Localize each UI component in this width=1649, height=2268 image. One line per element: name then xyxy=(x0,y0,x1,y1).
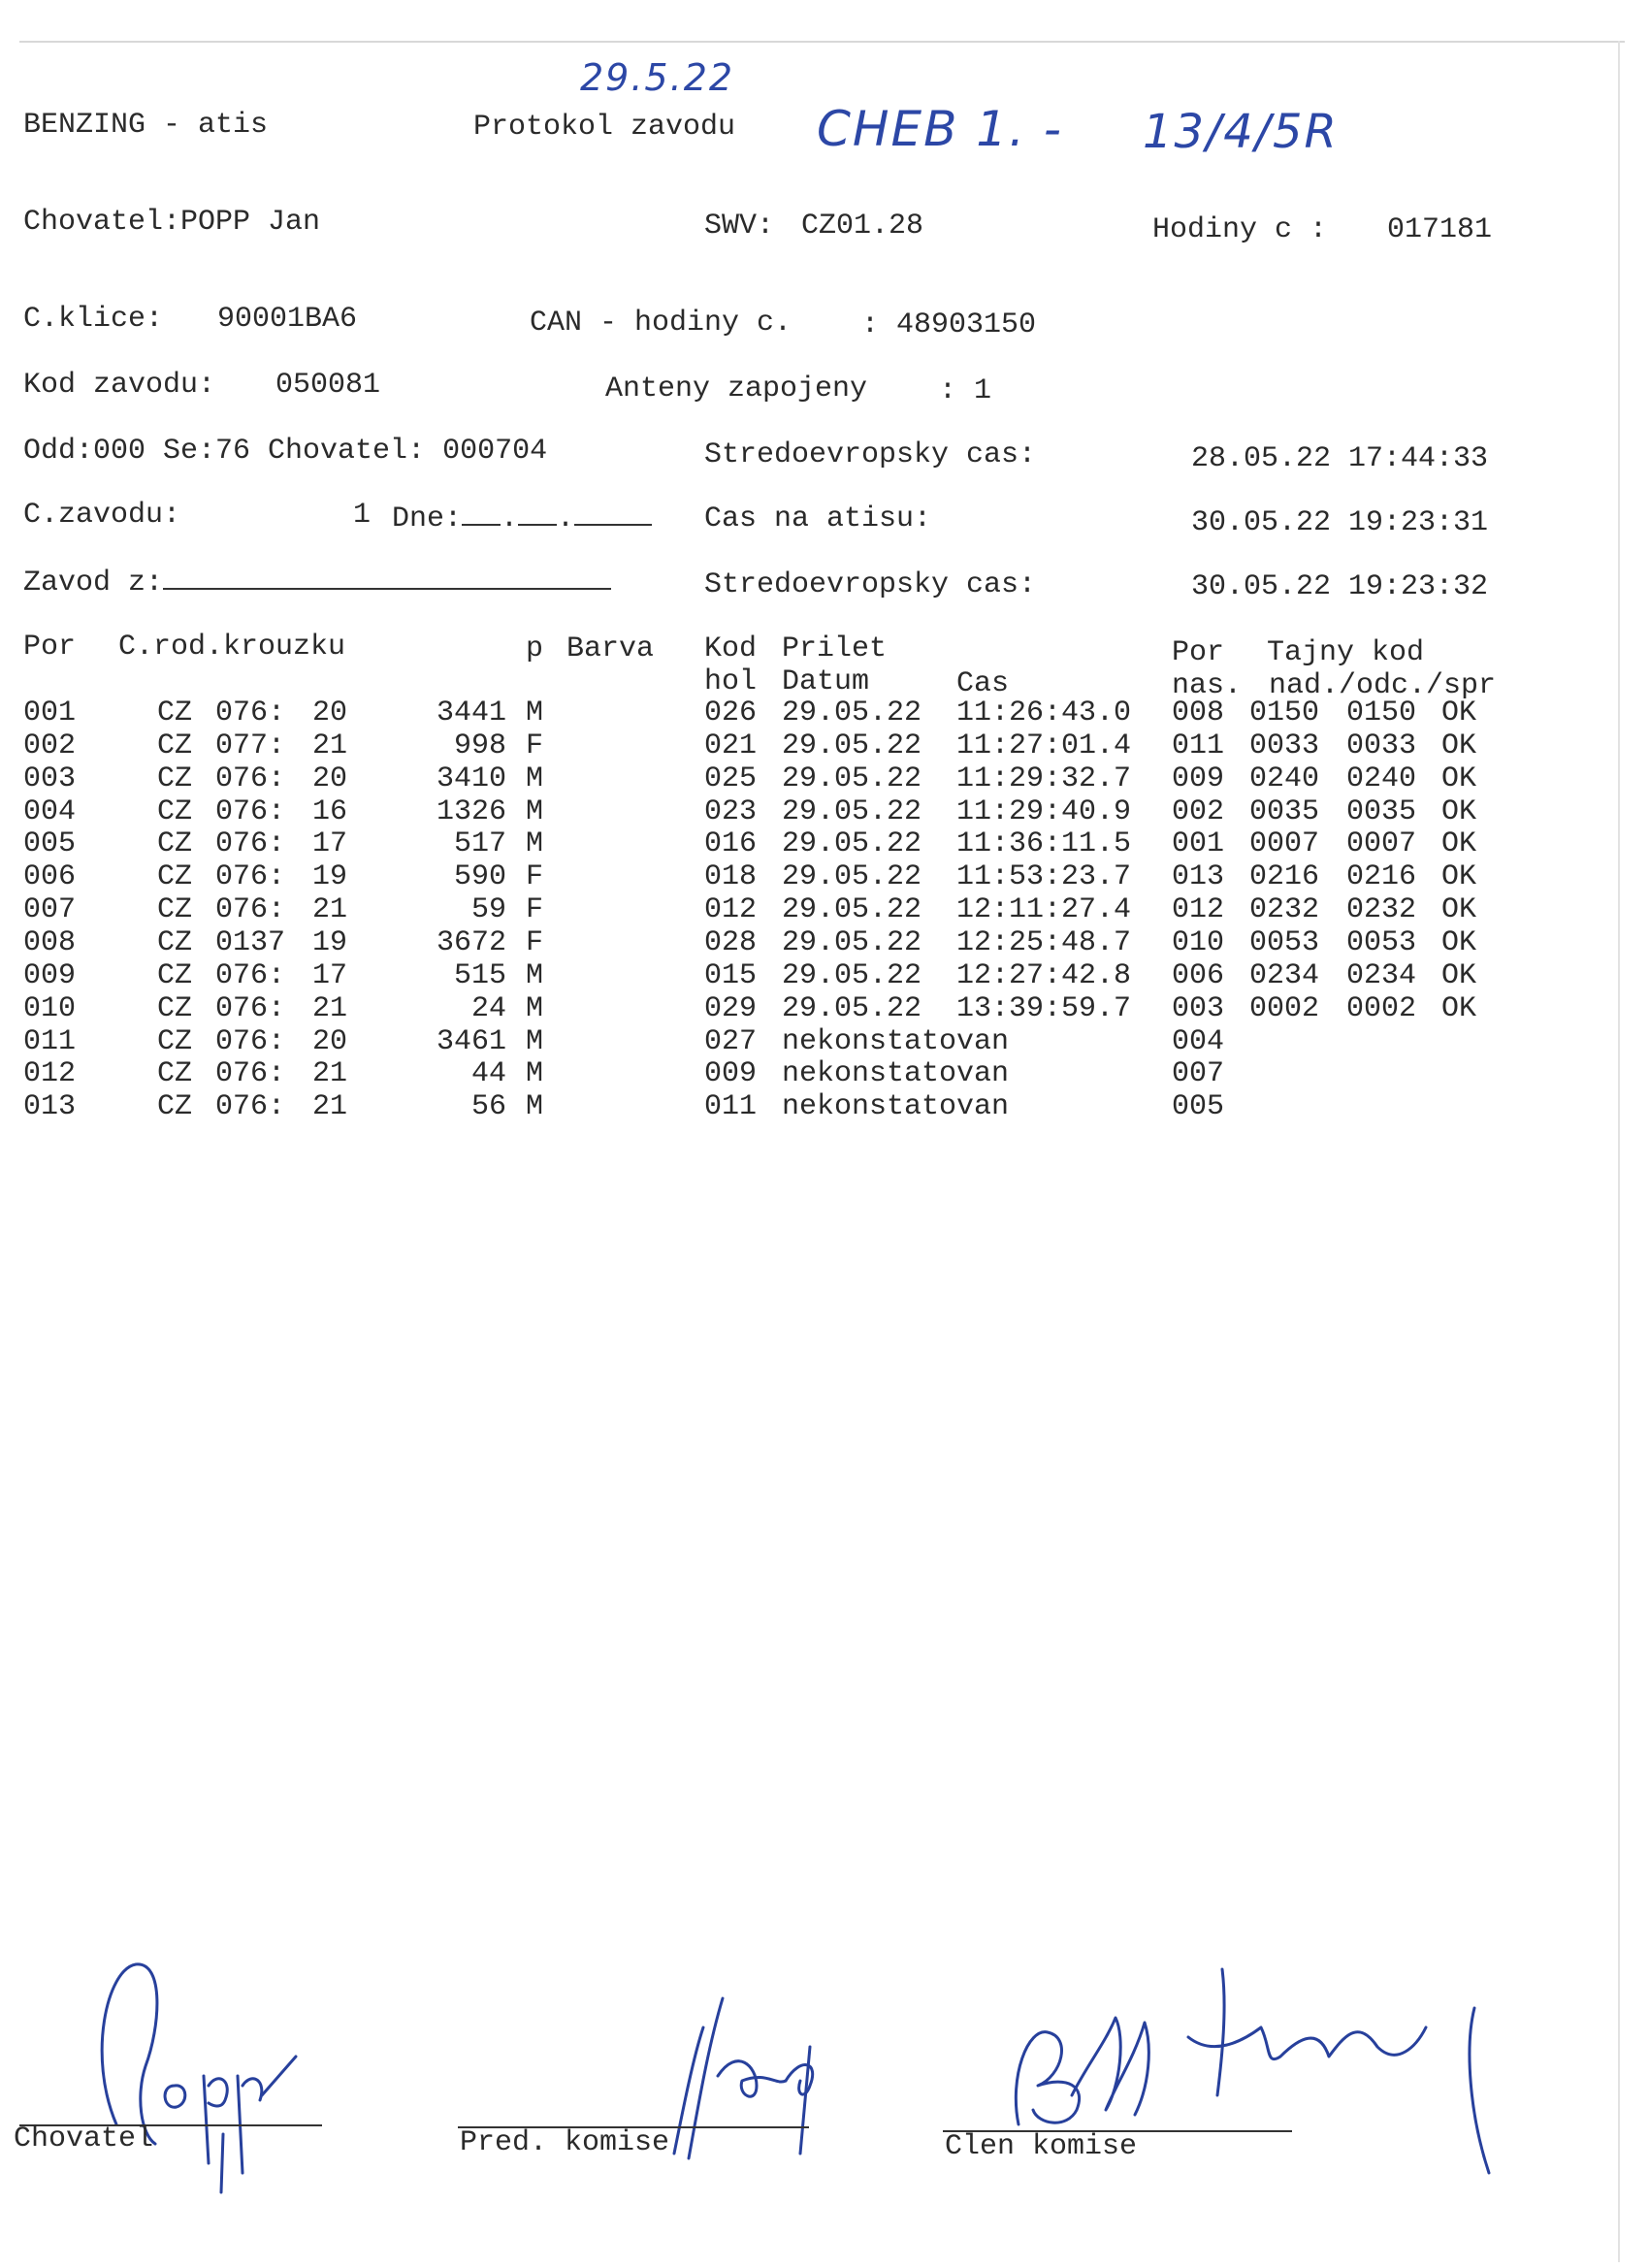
cell-code-check: 0216 xyxy=(1346,860,1417,893)
key-label: C.klice: xyxy=(23,303,164,336)
cell-time: 11:26:43.0 xyxy=(956,697,1132,729)
header-nad: nad./odc./spr xyxy=(1269,669,1497,702)
cell-order: 011 xyxy=(1172,729,1225,762)
cell-sex: M xyxy=(526,827,544,860)
cell-country: CZ xyxy=(157,795,193,828)
cell-code-check: 0232 xyxy=(1346,893,1417,926)
cell-code: 012 xyxy=(704,893,758,926)
cell-year: 21 xyxy=(312,1057,348,1090)
cell-code-set: 0240 xyxy=(1249,762,1320,795)
cell-code-check: 0150 xyxy=(1346,697,1417,729)
cell-code-set: 0033 xyxy=(1249,729,1320,762)
cell-ring-number: 3410 xyxy=(436,762,506,795)
cell-por: 013 xyxy=(23,1090,77,1123)
cell-org: 076: xyxy=(215,762,286,795)
cell-status: OK xyxy=(1441,795,1477,828)
cell-order: 004 xyxy=(1172,1025,1225,1058)
header-order: Por xyxy=(1172,636,1225,669)
cell-year: 19 xyxy=(312,926,348,959)
swv-label: SWV: xyxy=(704,210,775,243)
breeder-label: Chovatel: xyxy=(23,206,181,239)
cell-por: 010 xyxy=(23,992,77,1025)
cell-country: CZ xyxy=(157,1025,193,1058)
system-name: BENZING - atis xyxy=(23,109,269,142)
cell-date: 29.05.22 xyxy=(782,795,922,828)
cell-date: 29.05.22 xyxy=(782,762,922,795)
cell-year: 17 xyxy=(312,959,348,992)
cell-sex: M xyxy=(526,959,544,992)
table-row xyxy=(0,860,1649,893)
cell-status: OK xyxy=(1441,860,1477,893)
swv-value: CZ01.28 xyxy=(801,210,924,243)
cell-sex: F xyxy=(526,926,544,959)
cell-country: CZ xyxy=(157,926,193,959)
cell-time: 11:27:01.4 xyxy=(956,729,1132,762)
cell-code: 028 xyxy=(704,926,758,959)
cell-year: 19 xyxy=(312,860,348,893)
cell-year: 21 xyxy=(312,1090,348,1123)
race-code-value: 050081 xyxy=(275,369,381,402)
header-date: Datum xyxy=(782,665,870,698)
cell-country: CZ xyxy=(157,893,193,926)
cell-date: 29.05.22 xyxy=(782,860,922,893)
day-separator: . xyxy=(501,502,519,535)
breeder-field xyxy=(23,206,320,239)
cell-order: 009 xyxy=(1172,762,1225,795)
header-nas: nas. xyxy=(1172,669,1243,702)
table-row xyxy=(0,1090,1649,1123)
cell-org: 076: xyxy=(215,1025,286,1058)
cell-code: 015 xyxy=(704,959,758,992)
header-code: Kod xyxy=(704,632,758,665)
race-from-label: Zavod z: xyxy=(23,567,164,599)
cell-country: CZ xyxy=(157,992,193,1025)
cell-org: 076: xyxy=(215,1057,286,1090)
cell-order: 006 xyxy=(1172,959,1225,992)
antennas-label: Anteny zapojeny xyxy=(605,373,868,405)
cell-country: CZ xyxy=(157,860,193,893)
cell-code: 021 xyxy=(704,729,758,762)
cell-code-check: 0007 xyxy=(1346,827,1417,860)
cell-time: 13:39:59.7 xyxy=(956,992,1132,1025)
cell-sex: M xyxy=(526,697,544,729)
cell-date: 29.05.22 xyxy=(782,827,922,860)
cell-code: 018 xyxy=(704,860,758,893)
cell-ring-number: 515 xyxy=(453,959,506,992)
cell-org: 076: xyxy=(215,795,286,828)
cell-order: 001 xyxy=(1172,827,1225,860)
cell-status: OK xyxy=(1441,926,1477,959)
cell-code-check: 0240 xyxy=(1346,762,1417,795)
cell-sex: M xyxy=(526,992,544,1025)
cell-code-set: 0002 xyxy=(1249,992,1320,1025)
cell-code-check: 0033 xyxy=(1346,729,1417,762)
cell-code-set: 0232 xyxy=(1249,893,1320,926)
cell-code-set: 0035 xyxy=(1249,795,1320,828)
cell-ring-number: 44 xyxy=(470,1057,506,1090)
cell-year: 16 xyxy=(312,795,348,828)
day-field xyxy=(392,499,652,535)
cell-sex: M xyxy=(526,762,544,795)
table-row xyxy=(0,926,1649,959)
cell-code-check: 0002 xyxy=(1346,992,1417,1025)
cell-por: 009 xyxy=(23,959,77,992)
cell-country: CZ xyxy=(157,959,193,992)
cell-country: CZ xyxy=(157,1090,193,1123)
cell-por: 008 xyxy=(23,926,77,959)
cell-por: 007 xyxy=(23,893,77,926)
atis-time-value: 30.05.22 19:23:31 xyxy=(1191,506,1489,539)
cell-year: 20 xyxy=(312,1025,348,1058)
cell-date: 29.05.22 xyxy=(782,893,922,926)
cell-por: 004 xyxy=(23,795,77,828)
cell-por: 001 xyxy=(23,697,77,729)
cell-code-set: 0216 xyxy=(1249,860,1320,893)
key-value: 90001BA6 xyxy=(217,303,358,336)
cell-code-set: 0234 xyxy=(1249,959,1320,992)
cell-por: 011 xyxy=(23,1025,77,1058)
clock-label: Hodiny c : xyxy=(1152,213,1328,246)
cell-country: CZ xyxy=(157,729,193,762)
cell-order: 010 xyxy=(1172,926,1225,959)
handwritten-date: 29.5.22 xyxy=(580,56,735,99)
cell-org: 076: xyxy=(215,860,286,893)
cell-sex: F xyxy=(526,893,544,926)
cell-year: 21 xyxy=(312,729,348,762)
cet-value-2: 30.05.22 19:23:32 xyxy=(1191,570,1489,603)
cet-value-1: 28.05.22 17:44:33 xyxy=(1191,442,1489,475)
cell-order: 002 xyxy=(1172,795,1225,828)
document-title: Protokol zavodu xyxy=(473,111,736,144)
cell-sex: M xyxy=(526,1057,544,1090)
cell-code: 026 xyxy=(704,697,758,729)
day-blank xyxy=(462,499,501,526)
scan-edge-top xyxy=(19,41,1625,43)
cell-time: 11:36:11.5 xyxy=(956,827,1132,860)
cell-code: 027 xyxy=(704,1025,758,1058)
cell-org: 076: xyxy=(215,959,286,992)
cell-time: 12:11:27.4 xyxy=(956,893,1132,926)
cell-date: 29.05.22 xyxy=(782,959,922,992)
race-number-label: C.zavodu: xyxy=(23,499,181,532)
month-separator: . xyxy=(557,502,575,535)
cell-status: OK xyxy=(1441,729,1477,762)
cell-code: 023 xyxy=(704,795,758,828)
cell-year: 21 xyxy=(312,992,348,1025)
cell-ring-number: 24 xyxy=(470,992,506,1025)
cell-org: 076: xyxy=(215,827,286,860)
cell-order: 007 xyxy=(1172,1057,1225,1090)
table-row xyxy=(0,697,1649,729)
cell-org: 076: xyxy=(215,992,286,1025)
cell-ring-number: 3672 xyxy=(436,926,506,959)
cell-org: 076: xyxy=(215,893,286,926)
cell-sex: F xyxy=(526,860,544,893)
cell-time: 12:27:42.8 xyxy=(956,959,1132,992)
division-line: Odd:000 Se:76 Chovatel: 000704 xyxy=(23,435,548,468)
header-hol: hol xyxy=(704,665,758,698)
cell-por: 006 xyxy=(23,860,77,893)
table-row xyxy=(0,1057,1649,1090)
cell-code-check: 0035 xyxy=(1346,795,1417,828)
signature-label-chair: Pred. komise xyxy=(460,2126,670,2159)
cell-por: 005 xyxy=(23,827,77,860)
header-secret-code: Tajny kod xyxy=(1267,636,1425,669)
cell-org: 076: xyxy=(215,1090,286,1123)
cell-status: OK xyxy=(1441,697,1477,729)
cell-ring-number: 1326 xyxy=(436,795,506,828)
cell-ring-number: 590 xyxy=(453,860,506,893)
cell-status: OK xyxy=(1441,762,1477,795)
breeder-name: POPP Jan xyxy=(180,206,321,239)
table-row xyxy=(0,893,1649,926)
cell-time: 11:29:32.7 xyxy=(956,762,1132,795)
cell-status: OK xyxy=(1441,959,1477,992)
cell-ring-number: 3441 xyxy=(436,697,506,729)
year-blank xyxy=(574,499,652,526)
table-row xyxy=(0,992,1649,1025)
race-number-value: 1 xyxy=(353,499,372,532)
cell-code-set: 0150 xyxy=(1249,697,1320,729)
table-row xyxy=(0,1025,1649,1058)
cell-time: 11:53:23.7 xyxy=(956,860,1132,893)
table-row xyxy=(0,827,1649,860)
day-label: Dne: xyxy=(392,502,463,535)
header-color: Barva xyxy=(566,632,655,665)
cet-label-1: Stredoevropsky cas: xyxy=(704,438,1037,471)
cell-order: 008 xyxy=(1172,697,1225,729)
table-row xyxy=(0,795,1649,828)
cell-date: nekonstatovan xyxy=(782,1057,1010,1090)
race-code-label: Kod zavodu: xyxy=(23,369,216,402)
cell-date: 29.05.22 xyxy=(782,926,922,959)
cell-date: 29.05.22 xyxy=(782,697,922,729)
cell-org: 077: xyxy=(215,729,286,762)
handwritten-code: 13/4/5R xyxy=(1143,105,1339,159)
cell-sex: F xyxy=(526,729,544,762)
handwritten-place: CHEB 1. - xyxy=(817,101,1063,157)
cell-ring-number: 56 xyxy=(470,1090,506,1123)
cell-ring-number: 3461 xyxy=(436,1025,506,1058)
header-time: Cas xyxy=(956,667,1010,700)
cell-time: 12:25:48.7 xyxy=(956,926,1132,959)
cell-status: OK xyxy=(1441,893,1477,926)
table-row xyxy=(0,762,1649,795)
cet-label-2: Stredoevropsky cas: xyxy=(704,568,1037,601)
cell-ring-number: 517 xyxy=(453,827,506,860)
cell-por: 012 xyxy=(23,1057,77,1090)
cell-year: 21 xyxy=(312,893,348,926)
cell-status: OK xyxy=(1441,827,1477,860)
clock-value: 017181 xyxy=(1387,213,1493,246)
signature-label-member: Clen komise xyxy=(945,2130,1138,2163)
cell-code: 016 xyxy=(704,827,758,860)
cell-time: 11:29:40.9 xyxy=(956,795,1132,828)
header-por: Por xyxy=(23,631,77,664)
cell-date: 29.05.22 xyxy=(782,992,922,1025)
cell-year: 20 xyxy=(312,762,348,795)
header-sex: p xyxy=(526,632,544,665)
atis-time-label: Cas na atisu: xyxy=(704,502,932,535)
cell-order: 005 xyxy=(1172,1090,1225,1123)
cell-status: OK xyxy=(1441,992,1477,1025)
cell-sex: M xyxy=(526,1025,544,1058)
cell-por: 003 xyxy=(23,762,77,795)
month-blank xyxy=(518,499,557,526)
cell-order: 012 xyxy=(1172,893,1225,926)
table-row xyxy=(0,729,1649,762)
cell-country: CZ xyxy=(157,762,193,795)
cell-por: 002 xyxy=(23,729,77,762)
cell-year: 20 xyxy=(312,697,348,729)
cell-code-set: 0053 xyxy=(1249,926,1320,959)
cell-code: 025 xyxy=(704,762,758,795)
cell-code-check: 0053 xyxy=(1346,926,1417,959)
cell-sex: M xyxy=(526,1090,544,1123)
cell-ring-number: 998 xyxy=(453,729,506,762)
cell-code: 009 xyxy=(704,1057,758,1090)
can-value: : 48903150 xyxy=(861,308,1037,341)
cell-code: 011 xyxy=(704,1090,758,1123)
header-arrival: Prilet xyxy=(782,632,888,665)
cell-country: CZ xyxy=(157,697,193,729)
cell-country: CZ xyxy=(157,827,193,860)
signature-label-breeder: Chovatel xyxy=(14,2122,154,2155)
cell-order: 003 xyxy=(1172,992,1225,1025)
cell-code-check: 0234 xyxy=(1346,959,1417,992)
cell-org: 076: xyxy=(215,697,286,729)
race-from-blank xyxy=(163,563,611,590)
cell-date: 29.05.22 xyxy=(782,729,922,762)
cell-code: 029 xyxy=(704,992,758,1025)
cell-ring-number: 59 xyxy=(470,893,506,926)
cell-code-set: 0007 xyxy=(1249,827,1320,860)
can-label: CAN - hodiny c. xyxy=(530,307,792,340)
cell-year: 17 xyxy=(312,827,348,860)
table-row xyxy=(0,959,1649,992)
cell-org: 0137 xyxy=(215,926,286,959)
cell-date: nekonstatovan xyxy=(782,1025,1010,1058)
cell-sex: M xyxy=(526,795,544,828)
antennas-value: : 1 xyxy=(939,374,992,407)
race-from-field xyxy=(23,563,611,599)
header-ring: C.rod.krouzku xyxy=(118,631,346,664)
cell-order: 013 xyxy=(1172,860,1225,893)
cell-country: CZ xyxy=(157,1057,193,1090)
cell-date: nekonstatovan xyxy=(782,1090,1010,1123)
scan-edge-right xyxy=(1618,41,1620,2262)
